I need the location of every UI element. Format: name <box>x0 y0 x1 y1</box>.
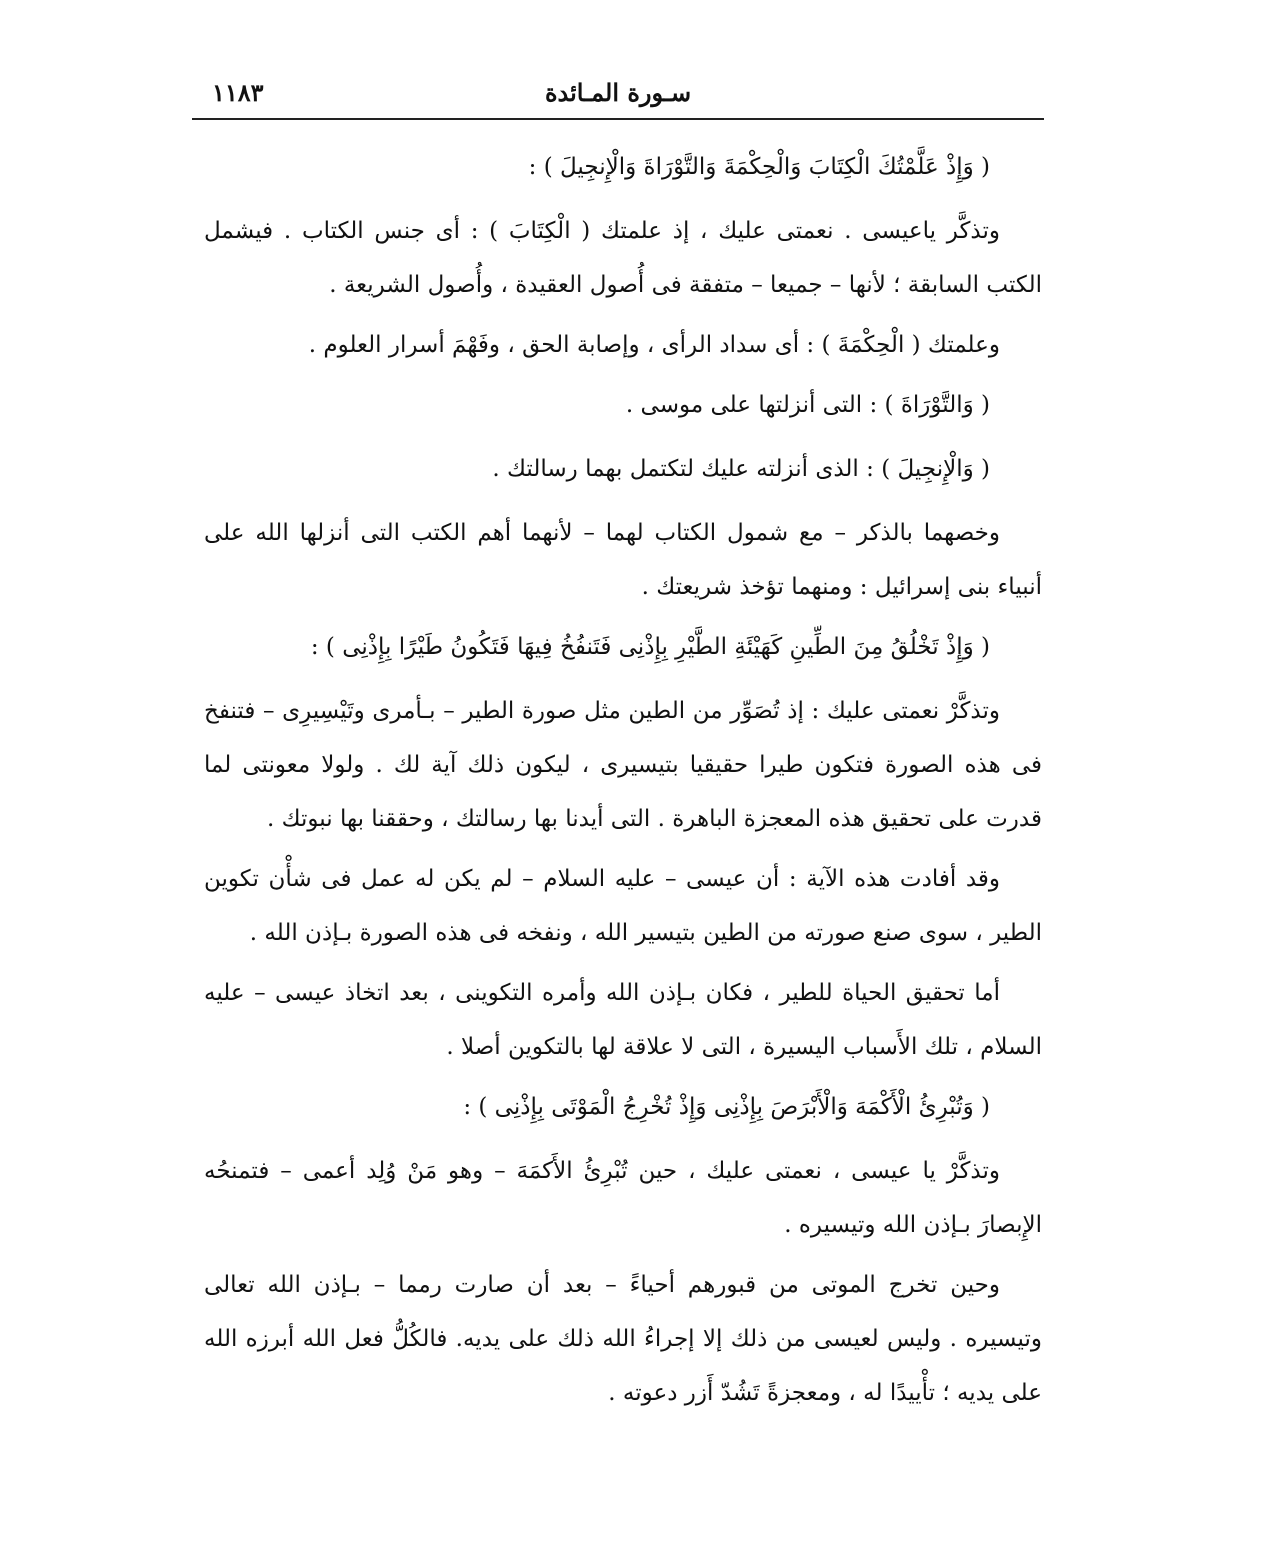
paragraph: وخصهما بالذكر – مع شمول الكتاب لهما – لأنهما أهم الكتب التى أنزلها الله على أنبياء بنى إسرائيل : ومنهما تؤخذ شريعتك . <box>204 520 1042 600</box>
paragraph: وتذكَّرْ يا عيسى ، نعمتى عليك ، حين تُبْرِئُ الأَكمَهَ – وهو مَنْ وُلِد أعمى – فتمنحُه الإِبصارَ بـإذن الله وتيسيره . <box>204 1158 1042 1238</box>
page-body <box>204 140 1042 1426</box>
surah-title: سـورة المـائدة <box>544 78 692 107</box>
header-divider <box>192 118 1044 120</box>
verse-line: ( وَإِذْ تَخْلُقُ مِنَ الطِّينِ كَهَيْئَةِ الطَّيْرِ بِإِذْنِى فَتَنفُخُ فِيهَا فَتَكُونُ طَيْرًا بِإِذْنِى ) : <box>310 634 990 660</box>
paragraph: وقد أفادت هذه الآية : أن عيسى – عليه السلام – لم يكن له عمل فى شأْن تكوين الطير ، سوى صنع صورته من الطين بتيسير الله ، ونفخه فى هذه الصورة بـإذن الله . <box>204 866 1042 946</box>
paragraph: وتذكَّر ياعيسى . نعمتى عليك ، إذ علمتك ( الْكِتَابَ ) : أى جنس الكتاب . فيشمل الكتب السابقة ؛ لأنها – جميعا – متفقة فى أُصول العقيدة ، وأُصول الشريعة . <box>204 218 1042 298</box>
verse-line: ( وَتُبْرِئُ الْأَكْمَهَ وَالْأَبْرَصَ بِإِذْنِى وَإِذْ تُخْرِجُ الْمَوْتَى بِإِذْنِى ) : <box>463 1094 990 1120</box>
verse-line: ( وَإِذْ عَلَّمْتُكَ الْكِتَابَ وَالْحِكْمَةَ وَالتَّوْرَاةَ وَالْإِنجِيلَ ) : <box>528 154 990 180</box>
paragraph: أما تحقيق الحياة للطير ، فكان بـإذن الله وأمره التكوينى ، بعد اتخاذ عيسى – عليه السلام ، تلك الأَسباب اليسيرة ، التى لا علاقة لها بالتكوين أصلا . <box>204 980 1042 1060</box>
paragraph: وحين تخرج الموتى من قبورهم أحياءً – بعد أن صارت رمما – بـإذن الله تعالى وتيسيره . وليس لعيسى من ذلك إلا إجراءُ الله ذلك على يديه. فالكُلُّ فعل الله أبرزه الله على يديه ؛ تأْييدًا له ، ومعجزةً تَشُدّ أَزر دعوته . <box>204 1272 1042 1406</box>
page-number: ١١٨٣ <box>212 78 264 107</box>
page-header <box>192 78 1044 114</box>
paragraph: وعلمتك ( الْحِكْمَةَ ) : أى سداد الرأى ، وإصابة الحق ، وفَهْمَ أسرار العلوم . <box>308 332 1000 358</box>
verse-line: ( وَالتَّوْرَاةَ ) : التى أنزلتها على موسى . <box>625 392 990 418</box>
verse-line: ( وَالْإِنجِيلَ ) : الذى أنزلته عليك لتكتمل بهما رسالتك . <box>492 456 990 482</box>
paragraph: وتذكَّرْ نعمتى عليك : إذ تُصَوِّر من الطين مثل صورة الطير – بـأمرى وتَيْسِيرِى – فتنفخ فى هذه الصورة فتكون طيرا حقيقيا بتيسيرى ، ليكون ذلك آية لك . ولولا معونتى لما قدرت على تحقيق هذه المعجزة الباهرة . التى أيدنا بها رسالتك ، وحققنا بها نبوتك . <box>204 698 1042 832</box>
